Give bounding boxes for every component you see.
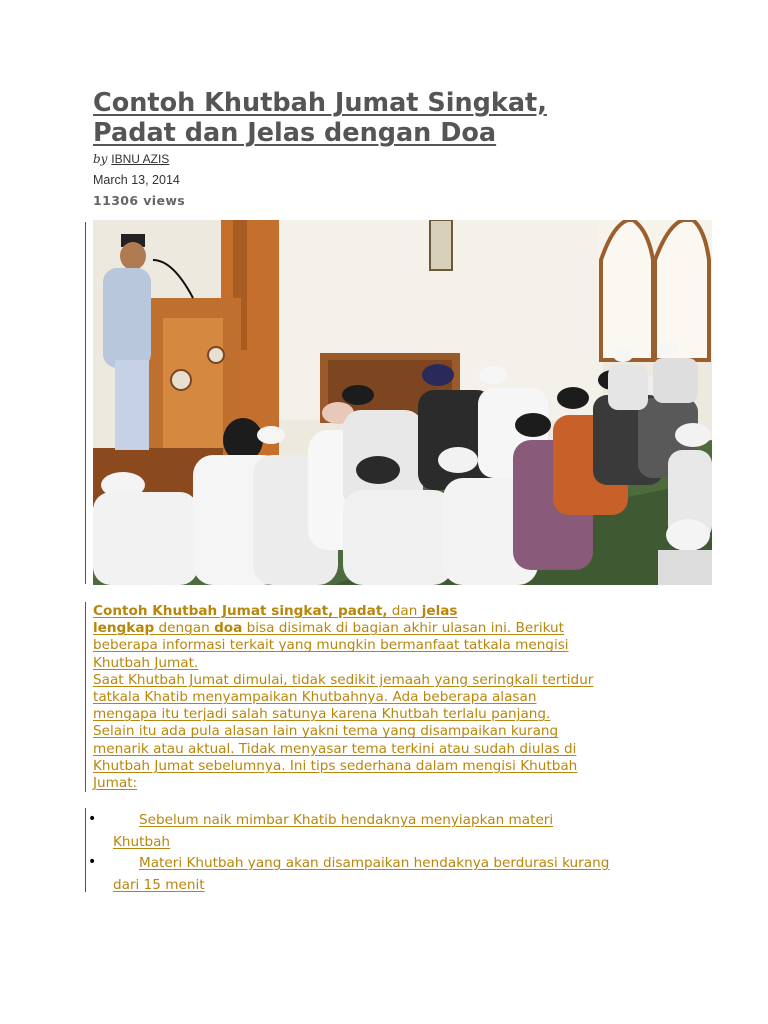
intro-line-4[interactable]: Khutbah Jumat. <box>93 654 199 671</box>
view-count: 11306 views <box>93 193 186 208</box>
intro-paragraph <box>93 603 683 792</box>
intro-line-5[interactable]: Saat Khutbah Jumat dimulai, tidak sedikit jemaah yang seringkali tertidur <box>93 671 594 688</box>
publish-date: March 13, 2014 <box>93 173 180 187</box>
intro-link-contoh[interactable]: Contoh Khutbah Jumat singkat, padat, <box>93 603 388 619</box>
intro-line-11[interactable]: Jumat: <box>93 775 138 792</box>
tips-list <box>88 810 688 896</box>
by-label: by <box>93 152 108 166</box>
intro-line-3[interactable]: beberapa informasi terkait yang mungkin bermanfaat tatkala mengisi <box>93 637 569 654</box>
intro-line-6[interactable]: tatkala Khatib menyampaikan Khutbahnya. Ada beberapa alasan <box>93 689 537 706</box>
title-line-2[interactable]: Padat dan Jelas dengan Doa <box>93 118 497 148</box>
intro-link-doa[interactable]: doa <box>214 620 243 637</box>
bullet-icon: • <box>88 811 97 827</box>
intro-line-10[interactable]: Khutbah Jumat sebelumnya. Ini tips sederhana dalam mengisi Khutbah <box>93 757 578 774</box>
list-item <box>88 853 688 896</box>
author-link[interactable]: IBNU AZIS <box>111 152 170 166</box>
article-title[interactable] <box>93 88 693 148</box>
image-left-border <box>85 222 86 584</box>
intro-link-dan[interactable]: dan <box>387 603 422 619</box>
tip-1-line-2[interactable]: Khutbah <box>113 833 171 850</box>
intro-line-2 <box>93 620 683 637</box>
list-item <box>88 810 688 853</box>
title-line-1[interactable]: Contoh Khutbah Jumat Singkat, <box>93 88 547 118</box>
tip-2-line-1[interactable]: Materi Khutbah yang akan disampaikan hendaknya berdurasi kurang <box>139 855 610 871</box>
bullet-icon: • <box>88 854 97 870</box>
tip-2-line-2[interactable]: dari 15 menit <box>113 876 205 893</box>
intro-line-7[interactable]: mengapa itu terjadi salah satunya karena Khutbah terlalu panjang. <box>93 706 551 723</box>
intro-link-lengkap[interactable]: lengkap <box>93 620 155 637</box>
list-left-border <box>85 808 86 892</box>
intro-link-jelas[interactable]: jelas <box>421 603 458 619</box>
intro-link-bisa[interactable]: bisa disimak di bagian akhir ulasan ini. Berikut <box>242 620 565 637</box>
paragraph-left-border <box>85 602 86 792</box>
intro-line-8[interactable]: Selain itu ada pula alasan lain yakni tema yang disampaikan kurang <box>93 723 559 740</box>
tip-1-line-1[interactable]: Sebelum naik mimbar Khatib hendaknya menyiapkan materi <box>139 812 554 828</box>
mosque-photo <box>93 220 712 585</box>
intro-link-dengan[interactable]: dengan <box>154 620 215 637</box>
intro-line-9[interactable]: menarik atau aktual. Tidak menyasar tema terkini atau sudah diulas di <box>93 740 577 757</box>
intro-line-1 <box>93 603 683 620</box>
byline <box>93 152 169 166</box>
